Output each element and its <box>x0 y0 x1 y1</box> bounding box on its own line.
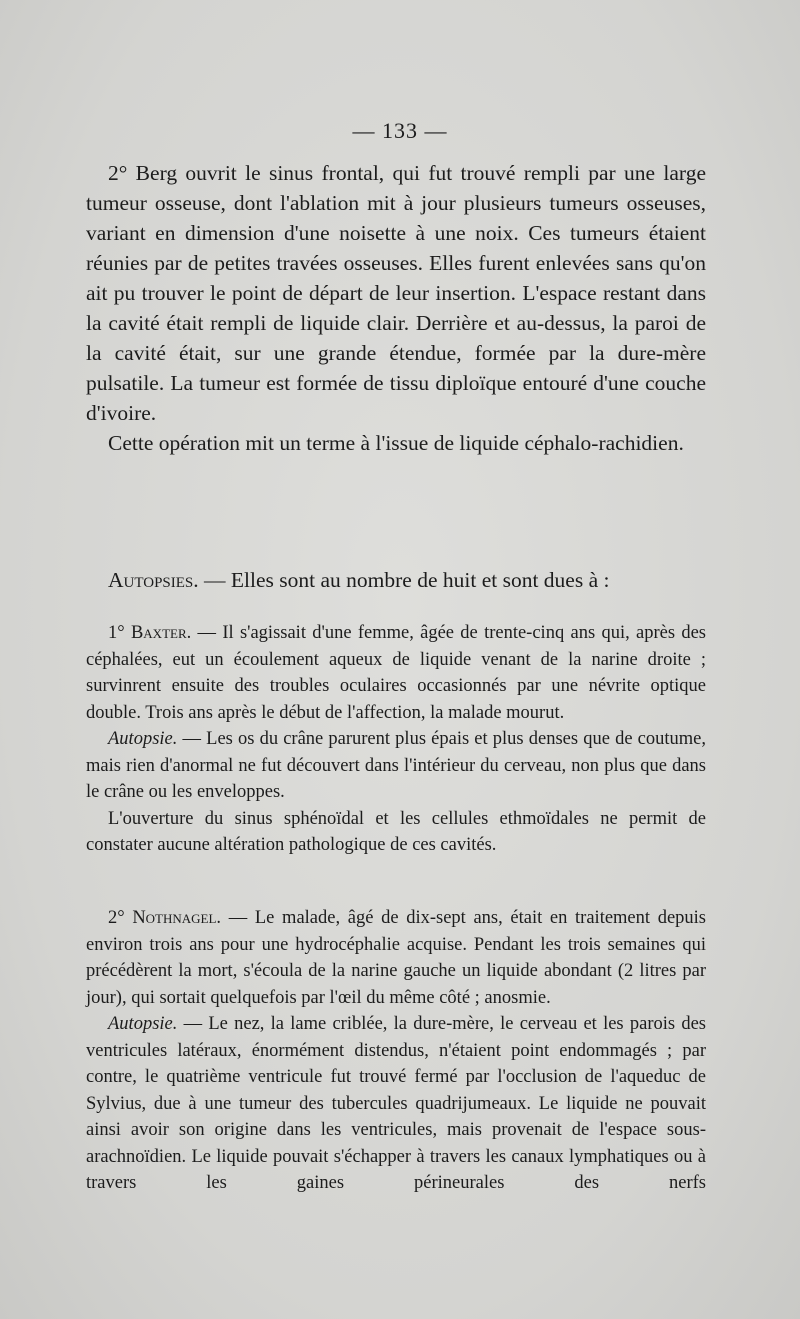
section-berg <box>86 158 706 458</box>
case-text: — Il s'agissait d'une femme, âgée de trente-cinq ans qui, après des céphalées, eut un écoulement aqueux de liquide venant de la narine droite ; survinrent ensuite des troubles oculaires occasionnés par une névrite optique double. Trois ans après le début de l'affection, la malade mourut. <box>86 623 706 723</box>
author-name: Nothnagel. <box>132 908 222 928</box>
sinus-paragraph: L'ouverture du sinus sphénoïdal et les cellules ethmoïdales ne permit de constater aucune altération pathologique de ces cavités. <box>86 808 706 855</box>
case-text: — Le malade, âgé de dix-sept ans, était en traitement depuis environ trois ans pour une hydrocéphalie acquise. Pendant les trois semaines qui précédèrent la mort, s'écoula de la narine gauche un liquide abondant (2 litres par jour), qui sortait quelquefois par l'œil du même côté ; anosmie. <box>86 908 706 1008</box>
autopsies-text: — Elles sont au nombre de huit et sont dues à : <box>198 568 610 592</box>
paragraph-operation-result: Cette opération mit un terme à l'issue de liquide céphalo-rachidien. <box>108 431 684 455</box>
autopsy-text: — Le nez, la lame criblée, la dure-mère, le cerveau et les parois des ventricules latéraux, énormément distendus, n'étaient point endommagés ; par contre, le quatrième ventricule fut trouvé fermé par l'occlusion de l'aqueduc de Sylvius, due à une tumeur des tubercules quadrijumeaux. Le liquide ne pouvait ainsi avoir son origine dans les ventricules, mais provenait de l'espace sous-arachnoïdien. Le liquide pouvait s'échapper à travers les canaux lymphatiques ou à travers les gaines périneurales des nerfs <box>86 1014 706 1193</box>
case-number: 2° <box>108 908 133 928</box>
page-number: — 133 — <box>352 118 448 143</box>
author-name: Baxter. <box>130 623 192 643</box>
autopsy-text: — Les os du crâne parurent plus épais et plus denses que de coutume, mais rien d'anormal ne fut découvert dans l'intérieur du cerveau, non plus que dans le crâne ou les enveloppes. <box>86 729 706 802</box>
autopsy-label: Autopsie. <box>108 729 178 749</box>
case-baxter <box>86 620 706 859</box>
autopsy-paragraph <box>86 1011 706 1197</box>
case-nothnagel <box>86 905 706 1197</box>
autopsies-heading: Autopsies. <box>108 568 199 592</box>
case-nothnagel-paragraph <box>86 905 706 1011</box>
autopsy-label: Autopsie. <box>108 1014 178 1034</box>
autopsies-intro <box>86 565 706 595</box>
case-number: 1° <box>108 623 131 643</box>
paragraph-berg: 2° Berg ouvrit le sinus frontal, qui fut trouvé rempli par une large tumeur osseuse, dont l'ablation mit à jour plusieurs tumeurs osseuses, variant en dimension d'une noisette à une noix. Ces tumeurs étaient réunies par de petites travées osseuses. Elles furent enlevées sans qu'on ait pu trouver le point de départ de leur insertion. L'espace restant dans la cavité était rempli de liquide clair. Derrière et au-dessus, la paroi de la cavité était, sur une grande étendue, formée par la dure-mère pulsatile. La tumeur est formée de tissu diploïque entouré d'une couche d'ivoire. <box>86 161 706 425</box>
autopsies-paragraph <box>86 565 706 595</box>
case-baxter-paragraph <box>86 620 706 726</box>
autopsy-paragraph <box>86 726 706 806</box>
